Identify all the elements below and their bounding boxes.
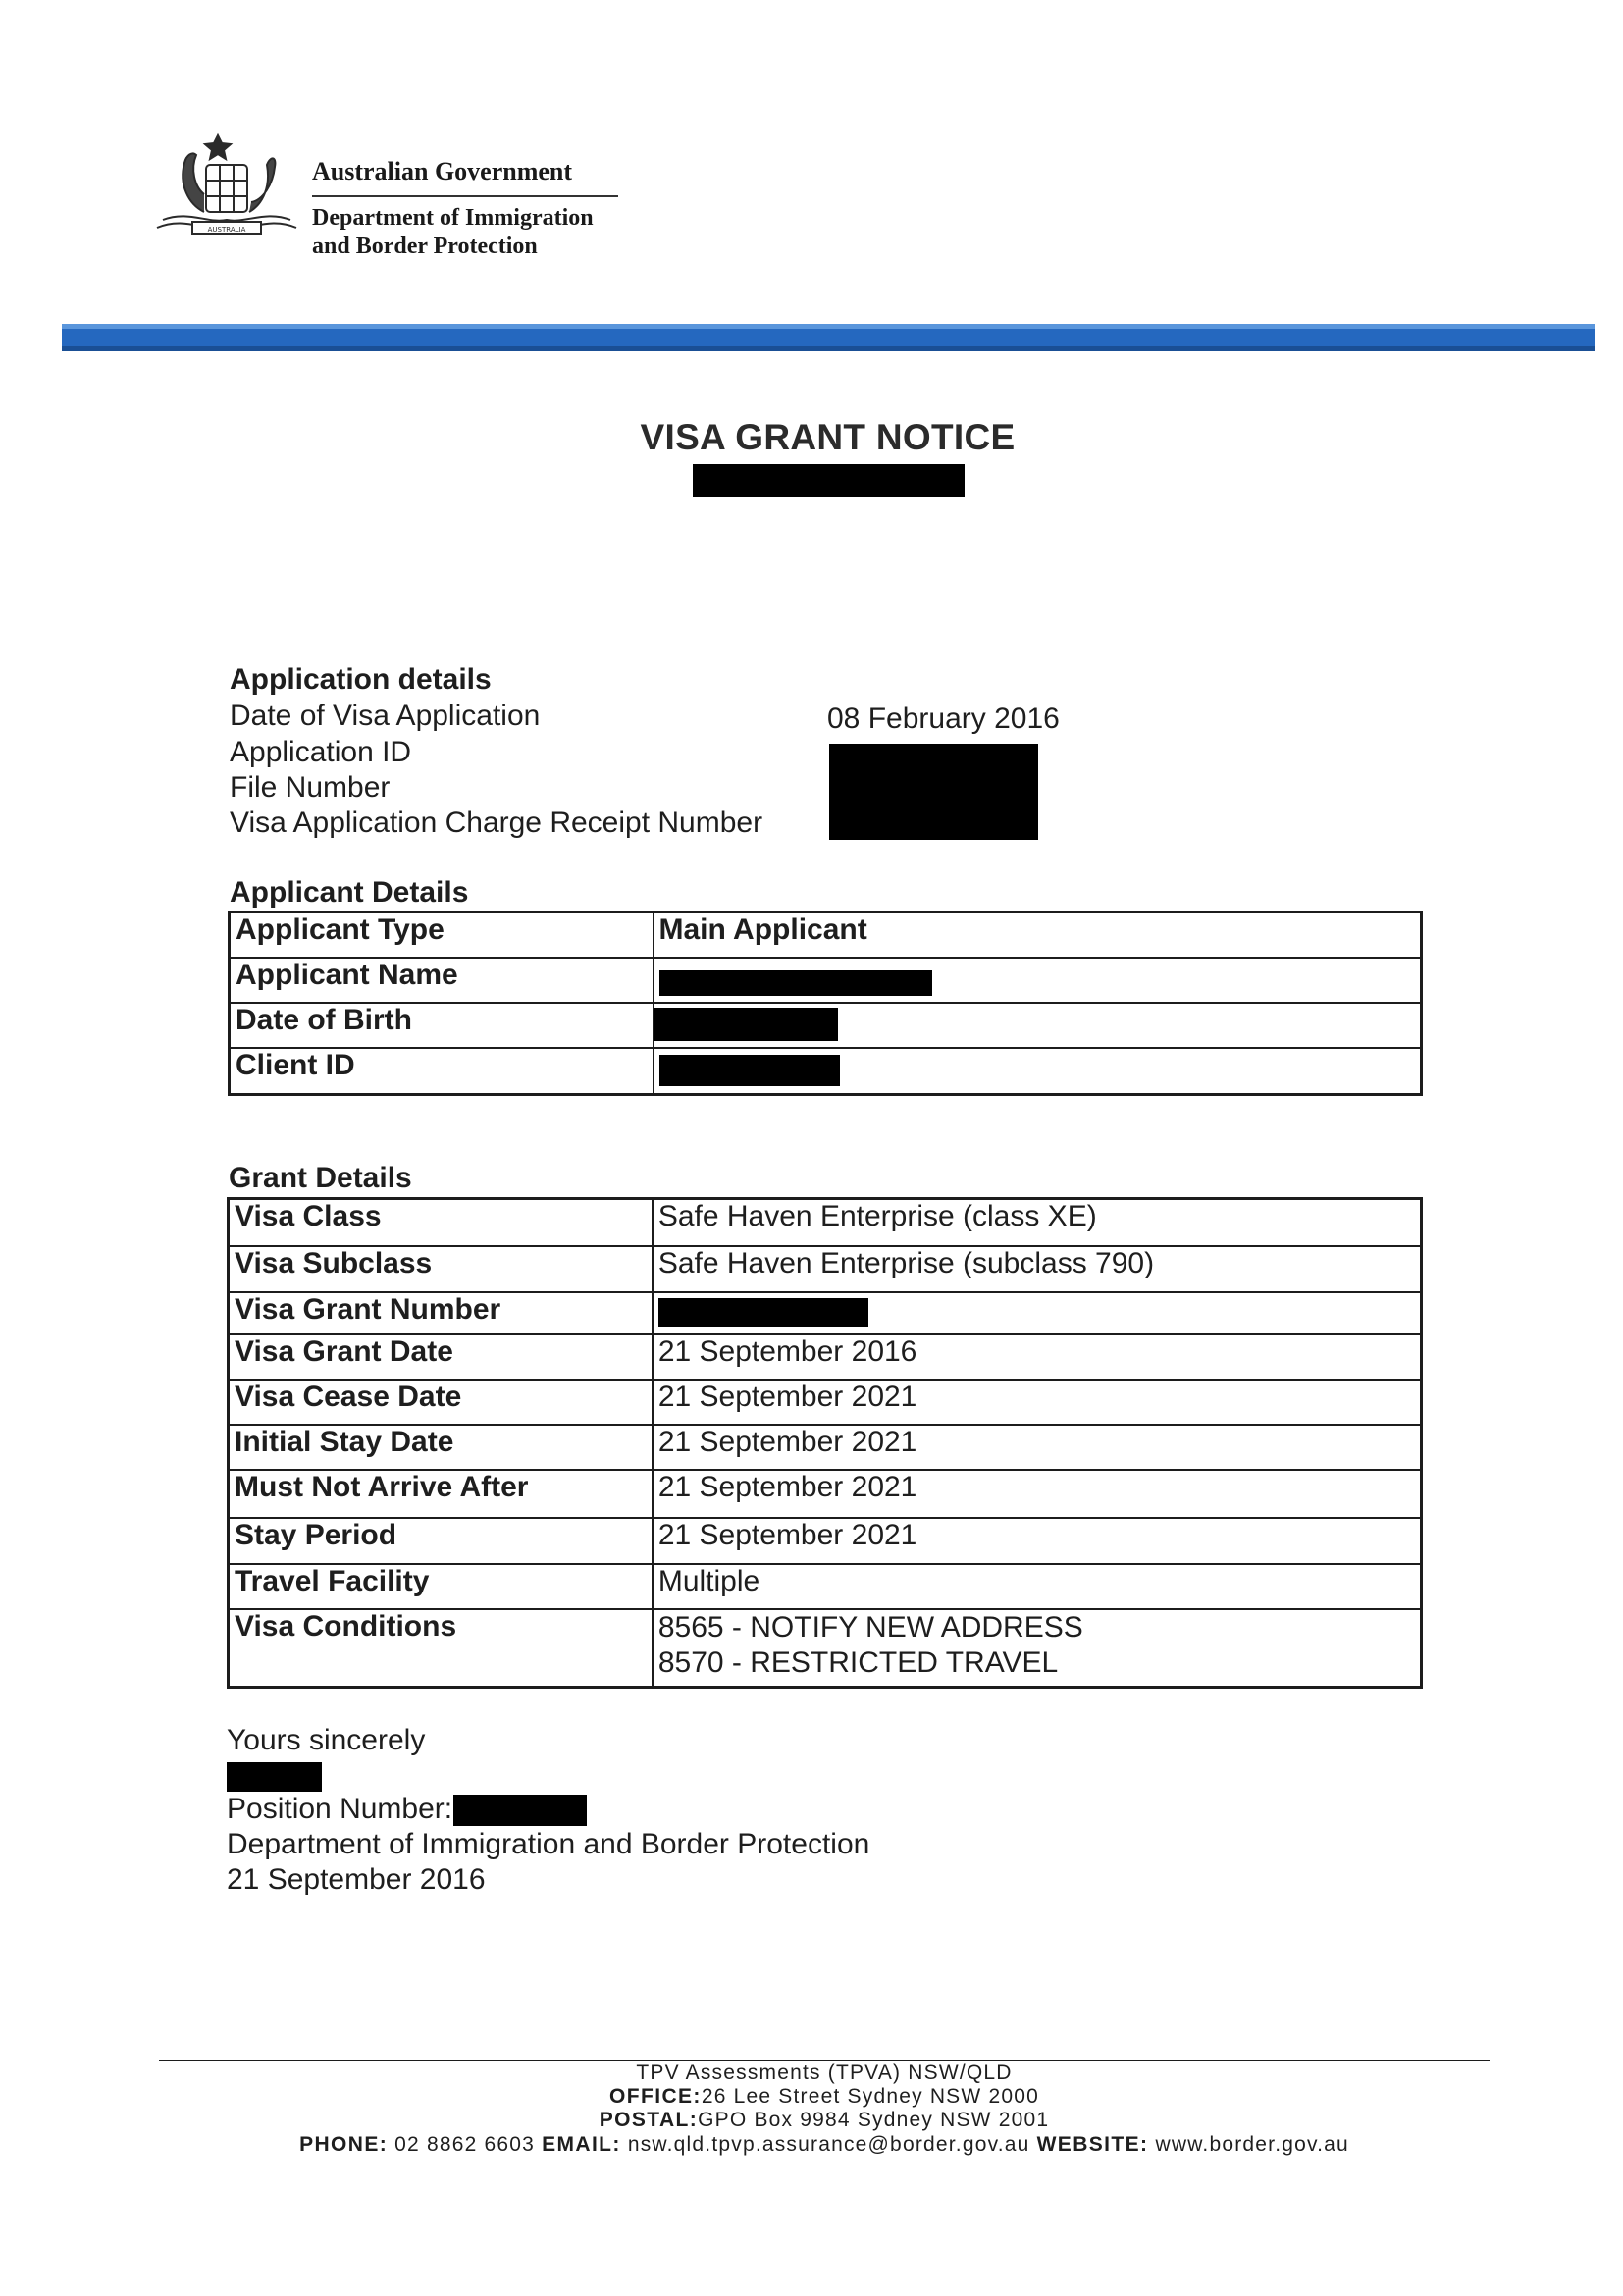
row-value: 21 September 2021 — [653, 1425, 1422, 1470]
department-name: Department of Immigration and Border Protection — [312, 205, 594, 259]
closing-salutation: Yours sincerely — [227, 1724, 426, 1756]
document-title: VISA GRANT NOTICE — [640, 417, 1016, 457]
row-label: Applicant Name — [230, 958, 654, 1003]
header-divider — [312, 195, 618, 197]
file-number-label: File Number — [230, 771, 391, 804]
table-row — [230, 913, 1422, 958]
redaction-block — [693, 464, 965, 497]
row-label: Initial Stay Date — [229, 1425, 653, 1470]
coat-of-arms-logo — [149, 126, 304, 243]
row-value — [653, 1292, 1422, 1334]
footer-postal-address — [0, 2109, 1623, 2132]
row-label: Visa Subclass — [229, 1246, 653, 1292]
table-row — [229, 1292, 1422, 1334]
table-row — [230, 958, 1422, 1003]
phone-label: PHONE: — [299, 2133, 389, 2156]
grant-details-table — [227, 1197, 1423, 1689]
applicant-details-table — [228, 911, 1423, 1096]
row-label: Visa Cease Date — [229, 1380, 653, 1425]
table-row — [229, 1246, 1422, 1292]
row-label: Date of Birth — [230, 1003, 654, 1048]
email-label: EMAIL: — [542, 2133, 621, 2156]
row-value: Safe Haven Enterprise (class XE) — [653, 1199, 1422, 1246]
government-name: Australian Government — [312, 157, 573, 185]
application-id-label: Application ID — [230, 736, 412, 768]
redaction-block — [658, 1298, 868, 1327]
table-row — [229, 1470, 1422, 1518]
row-value: 21 September 2016 — [653, 1334, 1422, 1380]
visa-application-date-value: 08 February 2016 — [827, 703, 1060, 735]
condition-item: 8570 - RESTRICTED TRAVEL — [657, 1645, 1059, 1679]
redaction-block — [659, 970, 932, 996]
row-label: Stay Period — [229, 1518, 653, 1564]
row-label: Applicant Type — [230, 913, 654, 958]
condition-item: 8565 - NOTIFY NEW ADDRESS — [657, 1610, 1083, 1644]
table-row — [229, 1334, 1422, 1380]
website-label: WEBSITE: — [1036, 2133, 1149, 2156]
signatory-department: Department of Immigration and Border Protection — [227, 1828, 870, 1860]
row-value: Main Applicant — [654, 913, 1422, 958]
redaction-block — [453, 1795, 587, 1826]
visa-application-date-label: Date of Visa Application — [230, 700, 541, 732]
table-row — [230, 1003, 1422, 1048]
signature-date: 21 September 2016 — [227, 1863, 486, 1896]
row-label: Visa Class — [229, 1199, 653, 1246]
footer-office-address — [0, 2085, 1623, 2109]
website-value: www.border.gov.au — [1148, 2133, 1349, 2156]
email-value: nsw.qld.tpvp.assurance@border.gov.au — [620, 2133, 1037, 2156]
svg-text:AUSTRALIA: AUSTRALIA — [207, 226, 246, 234]
row-value: Safe Haven Enterprise (subclass 790) — [653, 1246, 1422, 1292]
header-bar-highlight — [62, 324, 1595, 329]
receipt-number-label: Visa Application Charge Receipt Number — [230, 807, 763, 839]
redaction-block — [654, 1008, 838, 1041]
grant-details-heading: Grant Details — [229, 1162, 412, 1194]
office-label: OFFICE: — [609, 2085, 702, 2108]
table-row — [229, 1199, 1422, 1246]
position-number-label: Position Number: — [227, 1793, 453, 1825]
phone-value: 02 8862 6603 — [388, 2133, 543, 2156]
office-value: 26 Lee Street Sydney NSW 2000 — [701, 2085, 1039, 2108]
row-value: Multiple — [653, 1564, 1422, 1609]
header-bar-shadow — [62, 346, 1595, 351]
table-row — [229, 1609, 1422, 1688]
postal-label: POSTAL: — [599, 2109, 699, 2131]
visa-conditions-value — [653, 1609, 1422, 1688]
row-label: Must Not Arrive After — [229, 1470, 653, 1518]
row-value — [654, 1048, 1422, 1095]
table-row — [229, 1425, 1422, 1470]
row-label: Travel Facility — [229, 1564, 653, 1609]
row-label: Visa Conditions — [229, 1609, 653, 1688]
table-row — [229, 1518, 1422, 1564]
row-value — [654, 958, 1422, 1003]
table-row — [229, 1380, 1422, 1425]
table-row — [230, 1048, 1422, 1095]
footer-contact — [0, 2133, 1623, 2157]
row-label: Client ID — [230, 1048, 654, 1095]
application-details-heading: Application details — [230, 663, 492, 696]
redaction-block — [227, 1762, 322, 1792]
row-value — [654, 1003, 1422, 1048]
table-row — [229, 1564, 1422, 1609]
row-label: Visa Grant Date — [229, 1334, 653, 1380]
row-label: Visa Grant Number — [229, 1292, 653, 1334]
redaction-block — [659, 1055, 840, 1086]
row-value: 21 September 2021 — [653, 1518, 1422, 1564]
applicant-details-heading: Applicant Details — [230, 876, 469, 909]
footer-office-name: TPV Assessments (TPVA) NSW/QLD — [636, 2061, 1013, 2084]
postal-value: GPO Box 9984 Sydney NSW 2001 — [698, 2109, 1050, 2131]
row-value: 21 September 2021 — [653, 1380, 1422, 1425]
redaction-block — [829, 744, 1038, 840]
row-value: 21 September 2021 — [653, 1470, 1422, 1518]
